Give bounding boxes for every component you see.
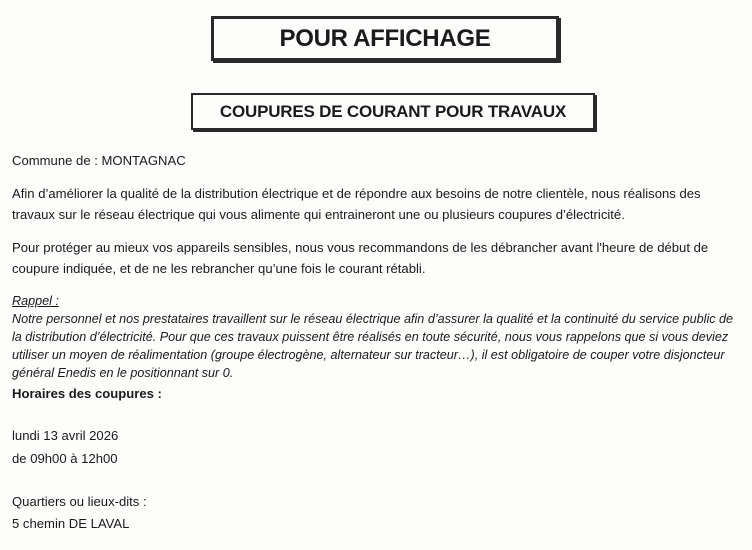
notice-subtitle-text: COUPURES DE COURANT POUR TRAVAUX [219, 101, 567, 121]
notice-title [211, 16, 559, 61]
rappel-label: Rappel : [12, 294, 59, 308]
rappel-text: Notre personnel et nos prestataires travaillent sur le réseau électrique afin d’assurer la qualité et la continuité du service public de la distribution d’électricité. Pour que ces travaux puissent être réalisés en toute sécurité, nous vous rappelons que si vous deviez utiliser un moyen de réalimentation (groupe électrogène, alternateur sur tracteur…), il est obligatoire de couper votre disjoncteur général Enedis en le positionnant sur 0. [12, 312, 734, 380]
commune-line: Commune de : MONTAGNAC [12, 153, 186, 168]
intro-paragraph: Afin d’améliorer la qualité de la distribution électrique et de répondre aux besoins de notre clientèle, nous réalisons des travaux sur le réseau électrique qui vous alimente qui entraineront une ou plusieurs coupures d’électricité. [12, 186, 701, 222]
outage-time: de 09h00 à 12h00 [12, 451, 118, 466]
outage-location: 5 chemin DE LAVAL [12, 516, 130, 531]
horaires-heading: Horaires des coupures : [12, 386, 162, 401]
quartiers-heading: Quartiers ou lieux-dits : [12, 494, 147, 509]
rappel-block [12, 292, 742, 382]
notice-subtitle [191, 93, 595, 130]
notice-title-text: POUR AFFICHAGE [279, 24, 491, 52]
outage-date: lundi 13 avril 2026 [12, 428, 119, 443]
advice-paragraph: Pour protéger au mieux vos appareils sensibles, nous vous recommandons de les débrancher avant l'heure de début de coupure indiquée, et de ne les rebrancher qu’une fois le courant rétabli. [12, 240, 709, 276]
